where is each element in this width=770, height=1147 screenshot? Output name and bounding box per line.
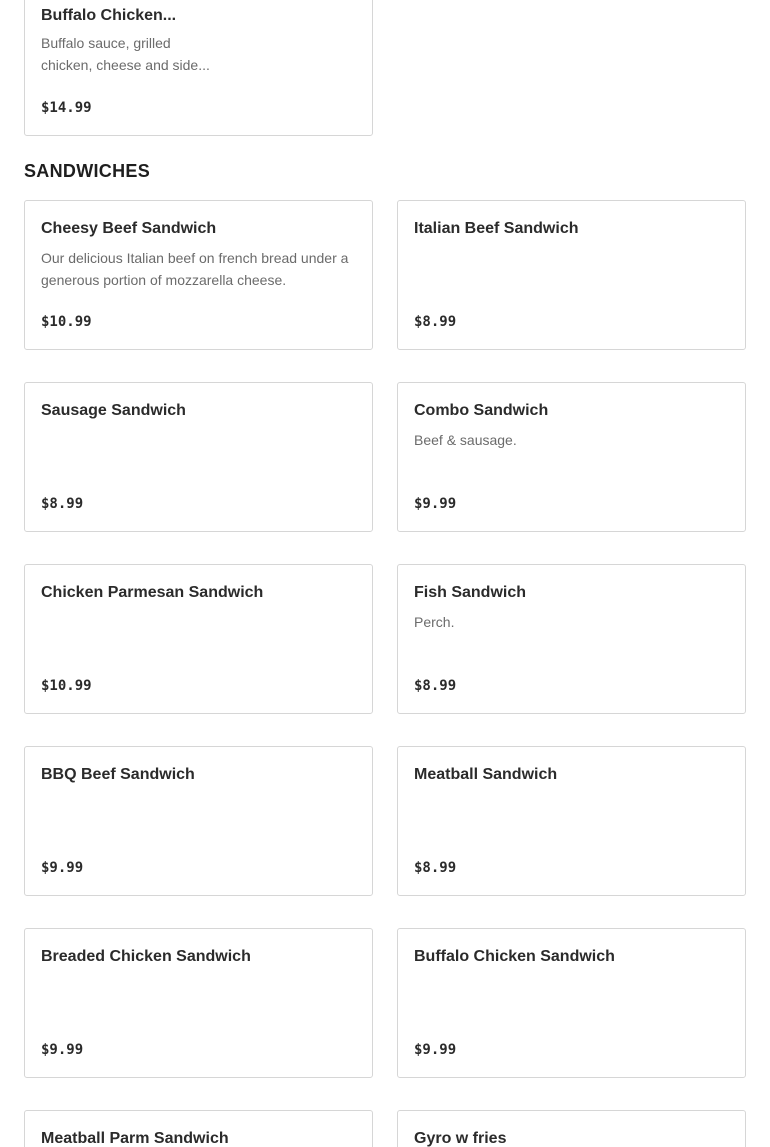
menu-item-price: $10.99: [41, 678, 92, 694]
menu-item-card[interactable]: [397, 564, 746, 714]
menu-item-card[interactable]: [397, 200, 746, 350]
menu-item-card[interactable]: [24, 382, 373, 532]
menu-item-description: Our delicious Italian beef on french bread under a generous portion of mozzarella cheese.: [41, 250, 349, 288]
menu-item-card[interactable]: [397, 928, 746, 1078]
menu-item-card[interactable]: [24, 1110, 373, 1147]
menu-item-card[interactable]: [24, 746, 373, 896]
menu-item-name: BBQ Beef Sandwich: [41, 766, 195, 783]
menu-item-name: Buffalo Chicken...: [41, 7, 177, 24]
menu-item-description: Buffalo sauce, grilled chicken, cheese and side...: [41, 35, 210, 73]
menu-item-name: Cheesy Beef Sandwich: [41, 220, 217, 237]
menu-item-price: $9.99: [41, 1042, 84, 1058]
menu-item-name: Meatball Parm Sandwich: [41, 1130, 229, 1147]
menu-item-card[interactable]: [397, 1110, 746, 1147]
menu-item-card[interactable]: [24, 928, 373, 1078]
menu-item-name: Fish Sandwich: [414, 584, 527, 601]
menu-item-price: $14.99: [41, 100, 92, 116]
menu-item-price: $8.99: [414, 314, 457, 330]
menu-item-description: Beef & sausage.: [414, 432, 517, 448]
menu-item-name: Sausage Sandwich: [41, 402, 186, 419]
menu-item-price: $8.99: [41, 496, 84, 512]
menu-item-name: Meatball Sandwich: [414, 766, 558, 783]
menu-item-card[interactable]: [397, 382, 746, 532]
menu-item-price: $9.99: [414, 1042, 457, 1058]
menu-item-description: Perch.: [414, 614, 455, 630]
menu-item-card[interactable]: [397, 746, 746, 896]
menu-item-name: Italian Beef Sandwich: [414, 220, 579, 237]
menu-item-name: Combo Sandwich: [414, 402, 549, 419]
menu-item-name: Gyro w fries: [414, 1130, 507, 1147]
menu-item-price: $8.99: [414, 860, 457, 876]
menu-item-price: $9.99: [414, 496, 457, 512]
menu-item-name: Chicken Parmesan Sandwich: [41, 584, 264, 601]
menu-item-price: $9.99: [41, 860, 84, 876]
menu-item-price: $8.99: [414, 678, 457, 694]
menu-item-card[interactable]: [24, 564, 373, 714]
menu-item-name: Breaded Chicken Sandwich: [41, 948, 251, 965]
menu-item-card[interactable]: [24, 0, 373, 136]
menu-item-name: Buffalo Chicken Sandwich: [414, 948, 615, 965]
menu-item-price: $10.99: [41, 314, 92, 330]
section-title-sandwiches: SANDWICHES: [24, 161, 151, 181]
menu-item-card[interactable]: [24, 200, 373, 350]
